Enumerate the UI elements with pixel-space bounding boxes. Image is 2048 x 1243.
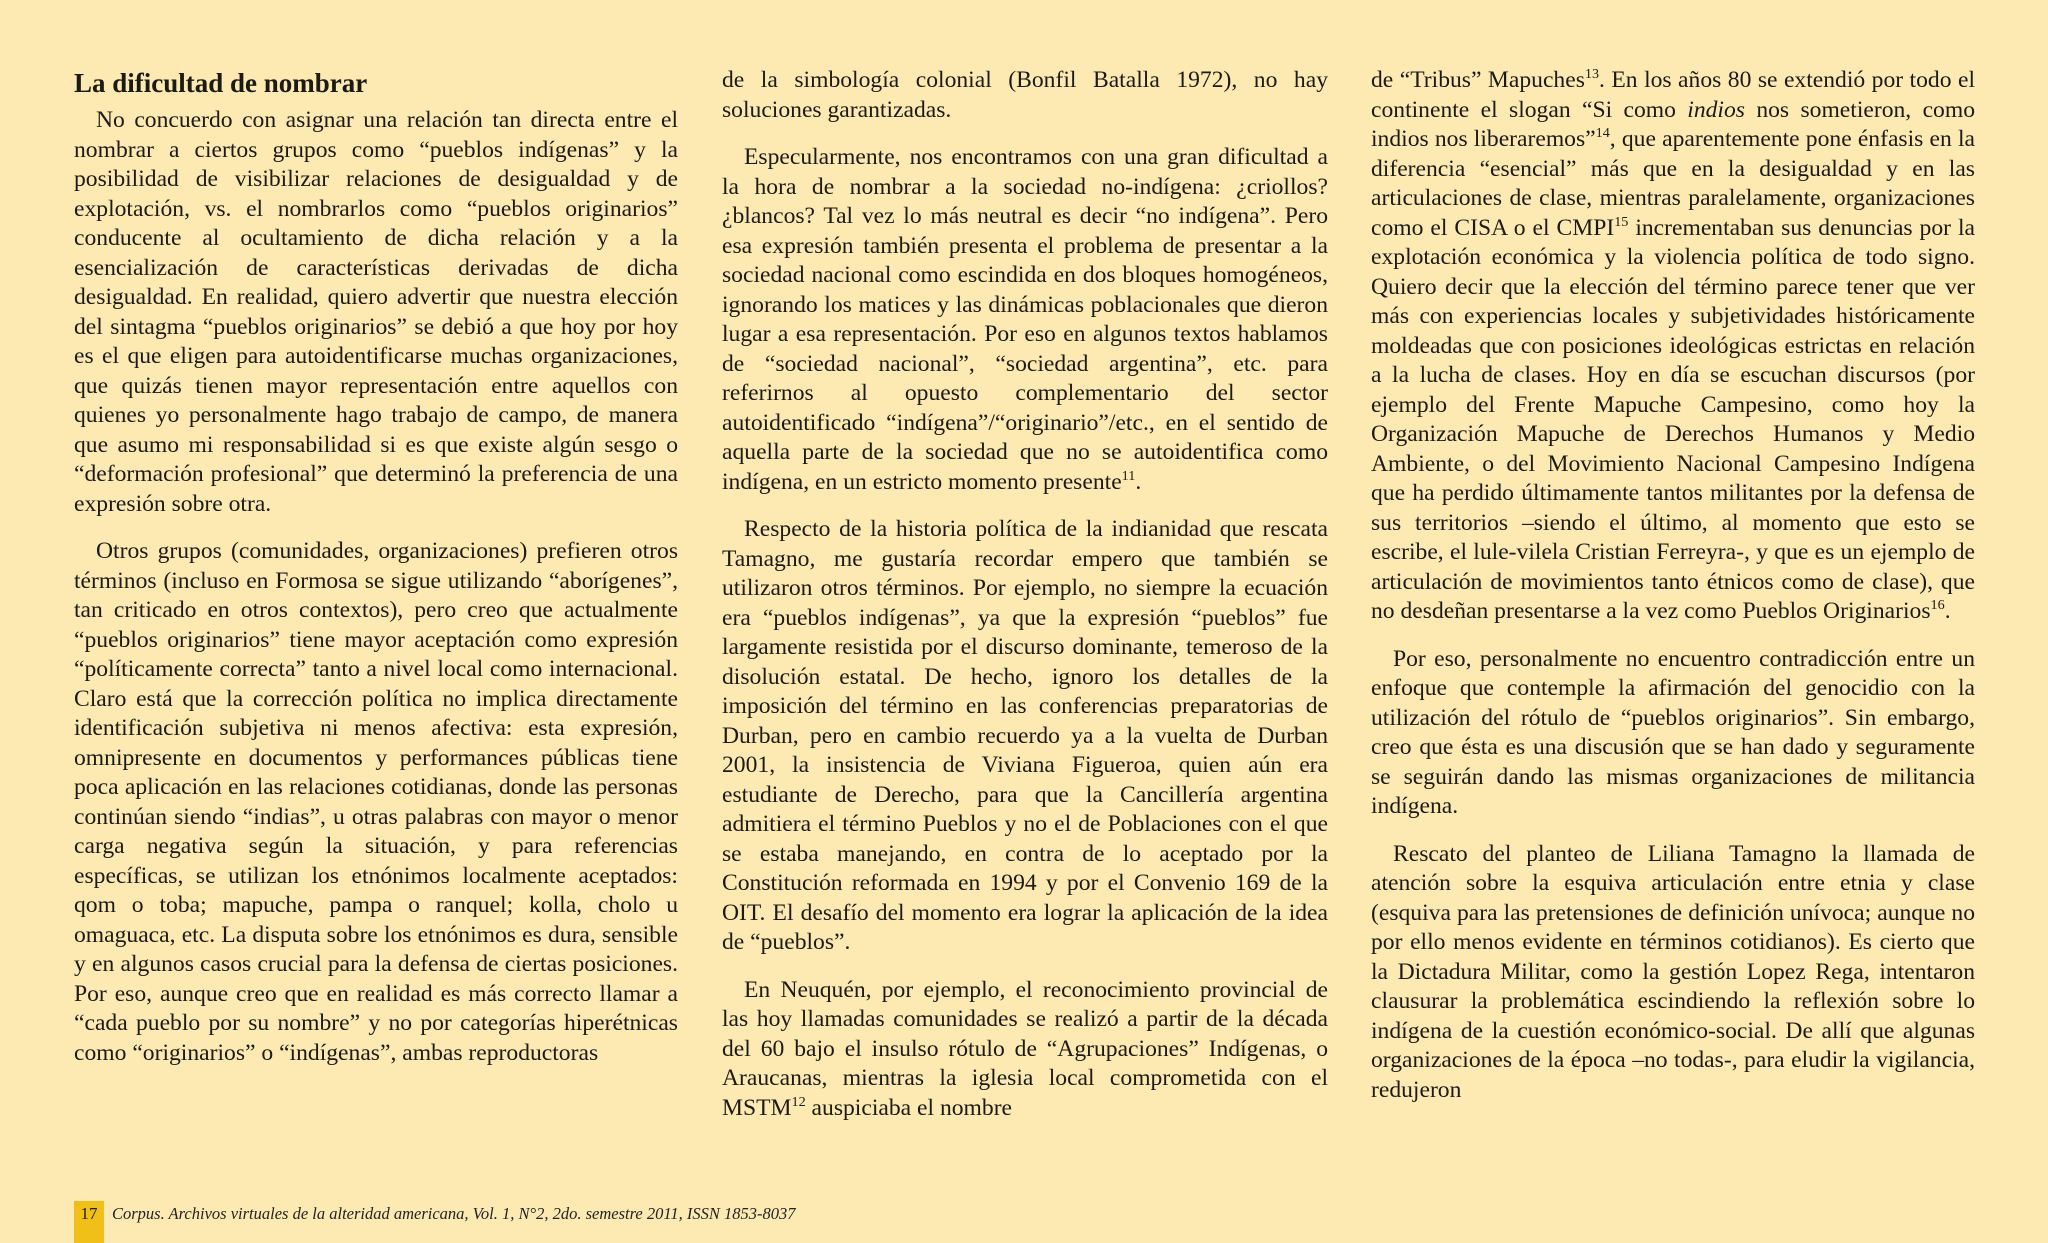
- paragraph-text: , que aparentemente pone énfasis en la diferencia “esencial” más que en la desigualdad y en las articulaciones de clase, mientras paralelamente, organizaciones como el CISA o el CMPI: [1371, 126, 1975, 241]
- column-2: [722, 66, 1328, 1141]
- paragraph-text: nos sometieron, como indios nos liberaremos”: [1371, 96, 1975, 152]
- paragraph: de la simbología colonial (Bonfil Batalla 1972), no hay soluciones garantizadas.: [722, 67, 1328, 123]
- paragraph: Respecto de la historia política de la indianidad que rescata Tamagno, me gustaría recordar empero que también se utilizaron otros términos. Por ejemplo, no siempre la ecuación era “pueblos indígenas”, ya que la expresión “pueblos” fue largamente resistida por el discurso dominante, temeroso de la disolución estatal. De hecho, ignoro los detalles de la imposición del término en las conferencias preparatorias de Durban, pero en cambio recuerdo ya a la vuelta de Durban 2001, la insistencia de Viviana Figueroa, quien aún era estudiante de Derecho, para que la Cancillería argentina admitiera el término Pueblos y no el de Poblaciones con el que se estaba manejando, en contra de lo aceptado por la Constitución reformada en 1994 y por el Convenio 169 de la OIT. El desafío del momento era lograr la aplicación de la idea de “pueblos”.: [722, 516, 1328, 955]
- column-3: [1371, 66, 1975, 1123]
- paragraph: [722, 976, 1328, 1124]
- footnote-ref-16[interactable]: 16: [1930, 597, 1945, 614]
- emphasis-text: indios: [1687, 96, 1745, 123]
- page-footer: [74, 1201, 796, 1243]
- journal-citation: Corpus. Archivos virtuales de la alteridad americana, Vol. 1, N°2, 2do. semestre 2011, ISSN 1853-8037: [112, 1204, 796, 1223]
- paragraph-text: de “Tribus” Mapuches: [1371, 67, 1585, 93]
- footnote-ref-14[interactable]: 14: [1595, 125, 1610, 142]
- paragraph-text: .: [1944, 598, 1951, 624]
- paragraph-text: .: [1135, 468, 1142, 495]
- page-number: 17: [74, 1201, 104, 1243]
- column-1: [74, 66, 678, 1086]
- footnote-ref-13[interactable]: 13: [1584, 66, 1600, 83]
- footnote-ref-15[interactable]: 15: [1614, 213, 1629, 230]
- paragraph: No concuerdo con asignar una relación tan directa entre el nombrar a ciertos grupos como “pueblos indígenas” y la posibilidad de visibilizar relaciones de desigualdad y de explotación, vs. el nombrarlos como “pueblos originarios” conducente al ocultamiento de dicha relación y a la esencialización de características derivadas de dicha desigualdad. En realidad, quiero advertir que nuestra elección del sintagma “pueblos originarios” se debió a que hoy por hoy es el que eligen para autoidentificarse muchas organizaciones, que quizás tienen mayor representación entre aquellos con quienes yo personalmente hago trabajo de campo, de manera que asumo mi responsabilidad si es que existe algún sesgo o “deformación profesional” que determinó la preferencia de una expresión sobre otra.: [74, 107, 678, 517]
- paragraph-text: Especularmente, nos encontramos con una gran dificultad a la hora de nombrar a la sociedad no-indígena: ¿criollos? ¿blancos? Tal vez lo más neutral es decir “no indígena”. Pero esa expresión también presenta el problema de presentar a la sociedad nacional como escindida en dos bloques homogéneos, ignorando los matices y las dinámicas poblacionales que dieron lugar a esa representación. Por eso en algunos textos hablamos de “sociedad nacional”, “sociedad argentina”, etc. para referirnos al opuesto complementario del sector autoidentificado “indígena”/“originario”/etc., en el sentido de aquella parte de la sociedad que no se autoidentifica como indígena, en un estricto momento presente: [722, 144, 1328, 495]
- footnote-ref-11[interactable]: 11: [1121, 467, 1136, 484]
- paragraph: Por eso, personalmente no encuentro contradicción entre un enfoque que contemple la afirmación del genocidio con la utilización del rótulo de “pueblos originarios”. Sin embargo, creo que ésta es una discusión que se han dado y seguramente se seguirán dando las mismas organizaciones de militancia indígena.: [1371, 645, 1975, 819]
- section-heading: La dificultad de nombrar: [74, 68, 368, 98]
- paragraph: Rescato del planteo de Liliana Tamagno la llamada de atención sobre la esquiva articulación entre etnia y clase (esquiva para las pretensiones de definición unívoca; aunque no por ello menos evidente en términos cotidianos). Es cierto que la Dictadura Militar, como la gestión Lopez Rega, intentaron clausurar la problemática escindiendo la reflexión sobre lo indígena de la cuestión económico-social. De allí que algunas organizaciones de la época –no todas-, para eludir la vigilancia, redujeron: [1371, 840, 1975, 1103]
- paragraph: [1371, 66, 1975, 627]
- paragraph-text: . En los años 80 se extendió por todo el continente el slogan “Si como: [1371, 67, 1975, 123]
- paragraph-text: auspiciaba el nombre: [805, 1094, 1013, 1121]
- footnote-ref-12[interactable]: 12: [791, 1093, 806, 1110]
- paragraph-text: incrementaban sus denuncias por la explotación económica y la violencia política de todo signo. Quiero decir que la elección del término parece tener que ver más con experiencias locales y subjetividades históricamente moldeadas que con posiciones ideológicas estrictas en relación a la lucha de clases. Hoy en día se escuchan discursos (por ejemplo del Frente Mapuche Campesino, como hoy la Organización Mapuche de Derechos Humanos y Medio Ambiente, o del Movimiento Nacional Campesino Indígena que ha perdido últimamente tantos militantes por la defensa de sus territorios –siendo el último, al momento que esto se escribe, el lule-vilela Cristian Ferreyra-, y que es un ejemplo de articulación de movimientos tanto étnicos como de clase), que no desdeñan presentarse a la vez como Pueblos Originarios: [1371, 214, 1975, 624]
- paragraph-text: En Neuquén, por ejemplo, el reconocimiento provincial de las hoy llamadas comunidades se realizó a partir de la década del 60 bajo el insulso rótulo de “Agrupaciones” Indígenas, o Araucanas, mientras la iglesia local comprometida con el MSTM: [722, 976, 1328, 1121]
- paragraph: [722, 143, 1328, 497]
- paragraph: Otros grupos (comunidades, organizaciones) prefieren otros términos (incluso en Formosa se sigue utilizando “aborígenes”, tan criticado en otros contextos), pero creo que actualmente “pueblos originarios” tiene mayor aceptación como expresión “políticamente correcta” tanto a nivel local como internacional. Claro está que la corrección política no implica directamente identificación subjetiva ni menos afectiva: esta expresión, omnipresente en documentos y performances públicas tiene poca aplicación en las relaciones cotidianas, donde las personas continúan siendo “indias”, u otras palabras con mayor o menor carga negativa según la situación, y para referencias específicas, se utilizan los etnónimos localmente aceptados: qom o toba; mapuche, pampa o ranquel; kolla, cholo u omaguaca, etc. La disputa sobre los etnónimos es dura, sensible y en algunos casos crucial para la defensa de ciertas posiciones. Por eso, aunque creo que en realidad es más correcto llamar a “cada pueblo por su nombre” y no por categorías hiperétnicas como “originarios” o “indígenas”, ambas reproductoras: [74, 538, 678, 1066]
